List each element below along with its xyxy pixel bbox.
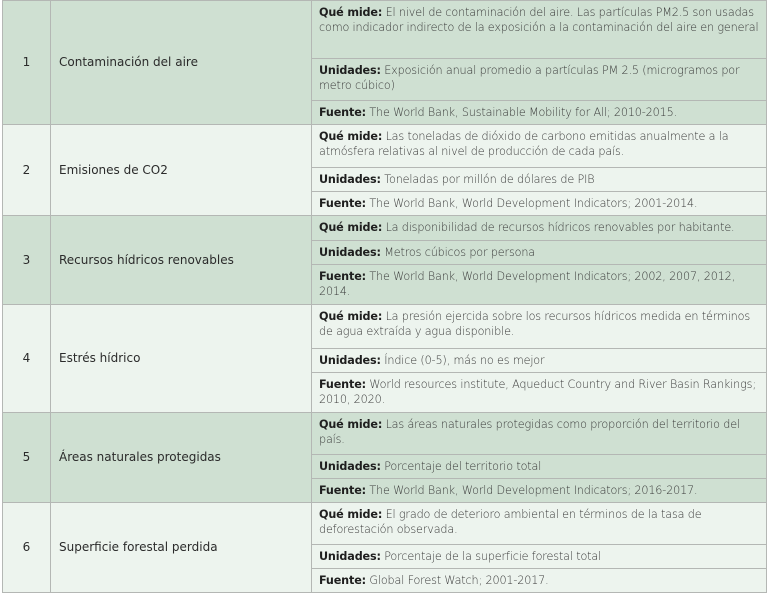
measures-text: La disponibilidad de recursos hídricos renovables por habitante. — [385, 221, 735, 234]
source-text: World resources institute, Aqueduct Country and River Basin Rankings; 2010, 2020. — [319, 378, 756, 406]
indicator-details — [312, 305, 767, 413]
units-row — [312, 349, 766, 373]
measures-label: Qué mide: — [319, 221, 383, 234]
measures-row — [312, 216, 766, 241]
units-text: Porcentaje de la superficie forestal total — [384, 550, 602, 563]
units-text: Índice (0-5), más no es mejor — [384, 354, 545, 367]
indicator-number: 1 — [3, 1, 51, 125]
table-row — [3, 305, 767, 413]
units-row — [312, 241, 766, 265]
indicator-number: 2 — [3, 125, 51, 216]
measures-text: El nivel de contaminación del aire. Las partículas PM2.5 son usadas como indicador indirecto de la exposición a la contaminación del aire en general — [319, 6, 759, 34]
indicator-details — [312, 216, 767, 305]
units-text: Porcentaje del territorio total — [384, 460, 542, 473]
units-row — [312, 59, 766, 101]
table-row — [3, 1, 767, 125]
source-text: The World Bank, World Development Indicators; 2016-2017. — [369, 484, 698, 497]
table-row — [3, 413, 767, 503]
units-row — [312, 168, 766, 192]
units-label: Unidades: — [319, 64, 381, 77]
source-label: Fuente: — [319, 106, 366, 119]
indicators-table — [2, 0, 767, 593]
indicator-name: Recursos hídricos renovables — [51, 216, 312, 305]
source-label: Fuente: — [319, 270, 366, 283]
units-row — [312, 545, 766, 569]
source-label: Fuente: — [319, 484, 366, 497]
measures-text: Las toneladas de dióxido de carbono emitidas anualmente a la atmósfera relativas al nivel de producción de cada país. — [319, 130, 729, 158]
indicator-name: Estrés hídrico — [51, 305, 312, 413]
source-row — [312, 373, 766, 412]
indicator-number: 6 — [3, 503, 51, 593]
units-label: Unidades: — [319, 246, 381, 259]
source-text: Global Forest Watch; 2001-2017. — [369, 574, 549, 587]
indicator-details — [312, 1, 767, 125]
measures-label: Qué mide: — [319, 418, 383, 431]
measures-label: Qué mide: — [319, 130, 383, 143]
indicator-details — [312, 413, 767, 503]
source-text: The World Bank, World Development Indicators; 2002, 2007, 2012, 2014. — [319, 270, 736, 298]
source-row — [312, 265, 766, 304]
measures-row — [312, 503, 766, 545]
measures-row — [312, 305, 766, 349]
units-text: Metros cúbicos por persona — [384, 246, 535, 259]
measures-label: Qué mide: — [319, 508, 383, 521]
indicator-name: Superficie forestal perdida — [51, 503, 312, 593]
units-label: Unidades: — [319, 354, 381, 367]
source-row — [312, 479, 766, 502]
indicator-details — [312, 503, 767, 593]
measures-text: Las áreas naturales protegidas como proporción del territorio del país. — [319, 418, 740, 446]
source-text: The World Bank, Sustainable Mobility for All; 2010-2015. — [369, 106, 677, 119]
units-label: Unidades: — [319, 550, 381, 563]
measures-text: La presión ejercida sobre los recursos hídricos medida en términos de agua extraída y agua disponible. — [319, 310, 750, 338]
units-label: Unidades: — [319, 460, 381, 473]
indicator-name: Emisiones de CO2 — [51, 125, 312, 216]
source-text: The World Bank, World Development Indicators; 2001-2014. — [369, 197, 698, 210]
measures-text: El grado de deterioro ambiental en términos de la tasa de deforestación observada. — [319, 508, 702, 536]
measures-label: Qué mide: — [319, 310, 383, 323]
indicator-number: 3 — [3, 216, 51, 305]
indicator-number: 4 — [3, 305, 51, 413]
source-row — [312, 569, 766, 592]
table-row — [3, 503, 767, 593]
indicator-number: 5 — [3, 413, 51, 503]
table-row — [3, 125, 767, 216]
indicator-name: Contaminación del aire — [51, 1, 312, 125]
units-text: Toneladas por millón de dólares de PIB — [384, 173, 595, 186]
measures-row — [312, 413, 766, 455]
measures-row — [312, 125, 766, 168]
units-text: Exposición anual promedio a partículas PM 2.5 (microgramos por metro cúbico) — [319, 64, 740, 92]
source-row — [312, 101, 766, 124]
table-row — [3, 216, 767, 305]
source-label: Fuente: — [319, 197, 366, 210]
units-label: Unidades: — [319, 173, 381, 186]
source-label: Fuente: — [319, 574, 366, 587]
indicator-details — [312, 125, 767, 216]
measures-row — [312, 1, 766, 59]
units-row — [312, 455, 766, 479]
source-label: Fuente: — [319, 378, 366, 391]
indicator-name: Áreas naturales protegidas — [51, 413, 312, 503]
source-row — [312, 192, 766, 215]
measures-label: Qué mide: — [319, 6, 383, 19]
